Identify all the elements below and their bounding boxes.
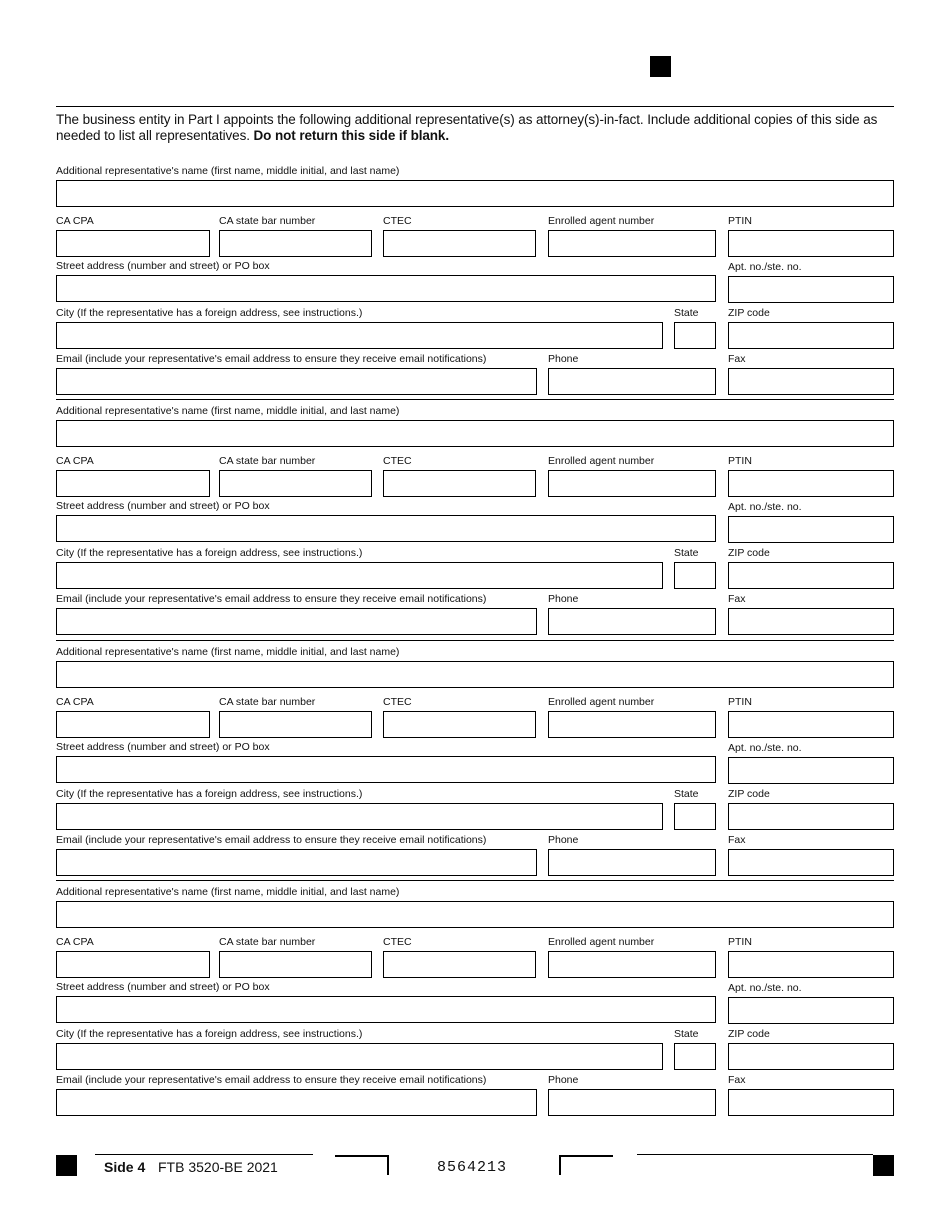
intro-body: The business entity in Part I appoints the following additional representative(s) as attorney(s)-in-fact. Include additional copies of this side as needed to list all representatives. bbox=[56, 112, 878, 143]
email-label: Email (include your representative's email address to ensure they receive email notifications) bbox=[56, 353, 487, 365]
footer-corner-left bbox=[335, 1155, 389, 1175]
phone-field[interactable] bbox=[548, 608, 716, 635]
apt-label: Apt. no./ste. no. bbox=[728, 982, 802, 994]
enrolled-agent-label: Enrolled agent number bbox=[548, 215, 655, 227]
zip-field[interactable] bbox=[728, 803, 894, 830]
ctec-label: CTEC bbox=[383, 696, 412, 708]
enrolled-agent-label: Enrolled agent number bbox=[548, 936, 655, 948]
name-label: Additional representative's name (first name, middle initial, and last name) bbox=[56, 886, 400, 898]
registration-mark-bottom-left bbox=[56, 1155, 77, 1176]
ctec-field[interactable] bbox=[383, 470, 536, 497]
zip-label: ZIP code bbox=[728, 788, 770, 800]
registration-mark-top bbox=[650, 56, 671, 77]
street-field[interactable] bbox=[56, 756, 716, 783]
zip-label: ZIP code bbox=[728, 1028, 770, 1040]
email-field[interactable] bbox=[56, 608, 537, 635]
ca-state-bar-field[interactable] bbox=[219, 470, 372, 497]
city-field[interactable] bbox=[56, 1043, 663, 1070]
state-field[interactable] bbox=[674, 322, 716, 349]
state-label: State bbox=[674, 547, 699, 559]
city-field[interactable] bbox=[56, 562, 663, 589]
ca-cpa-field[interactable] bbox=[56, 951, 210, 978]
fax-label: Fax bbox=[728, 1074, 746, 1086]
ctec-field[interactable] bbox=[383, 711, 536, 738]
name-field[interactable] bbox=[56, 661, 894, 688]
fax-field[interactable] bbox=[728, 368, 894, 395]
enrolled-agent-field[interactable] bbox=[548, 711, 716, 738]
state-label: State bbox=[674, 788, 699, 800]
ca-state-bar-field[interactable] bbox=[219, 711, 372, 738]
intro-bold: Do not return this side if blank. bbox=[253, 128, 449, 143]
section-divider bbox=[56, 640, 894, 641]
representative-section-4 bbox=[0, 880, 950, 1120]
footer-side-text: Side 4 bbox=[104, 1159, 146, 1175]
name-label: Additional representative's name (first name, middle initial, and last name) bbox=[56, 405, 400, 417]
apt-field[interactable] bbox=[728, 757, 894, 784]
enrolled-agent-field[interactable] bbox=[548, 951, 716, 978]
ptin-label: PTIN bbox=[728, 936, 752, 948]
section-divider bbox=[56, 399, 894, 400]
state-field[interactable] bbox=[674, 562, 716, 589]
ptin-label: PTIN bbox=[728, 215, 752, 227]
apt-label: Apt. no./ste. no. bbox=[728, 261, 802, 273]
representative-section-2 bbox=[0, 399, 950, 639]
street-field[interactable] bbox=[56, 515, 716, 542]
ca-cpa-field[interactable] bbox=[56, 470, 210, 497]
phone-label: Phone bbox=[548, 593, 579, 605]
street-field[interactable] bbox=[56, 996, 716, 1023]
email-field[interactable] bbox=[56, 1089, 537, 1116]
email-field[interactable] bbox=[56, 849, 537, 876]
representative-section-3 bbox=[0, 640, 950, 880]
footer-code: 8564213 bbox=[437, 1159, 508, 1176]
street-label: Street address (number and street) or PO box bbox=[56, 741, 270, 753]
ca-cpa-field[interactable] bbox=[56, 230, 210, 257]
name-label: Additional representative's name (first name, middle initial, and last name) bbox=[56, 646, 400, 658]
zip-field[interactable] bbox=[728, 562, 894, 589]
ca-cpa-label: CA CPA bbox=[56, 696, 94, 708]
fax-label: Fax bbox=[728, 834, 746, 846]
city-field[interactable] bbox=[56, 803, 663, 830]
top-rule bbox=[56, 106, 894, 107]
phone-label: Phone bbox=[548, 353, 579, 365]
zip-label: ZIP code bbox=[728, 547, 770, 559]
phone-field[interactable] bbox=[548, 849, 716, 876]
enrolled-agent-field[interactable] bbox=[548, 470, 716, 497]
ca-cpa-label: CA CPA bbox=[56, 215, 94, 227]
ca-state-bar-label: CA state bar number bbox=[219, 696, 316, 708]
footer-line-left bbox=[95, 1154, 313, 1155]
ptin-label: PTIN bbox=[728, 696, 752, 708]
ca-state-bar-label: CA state bar number bbox=[219, 455, 316, 467]
ca-cpa-label: CA CPA bbox=[56, 936, 94, 948]
apt-field[interactable] bbox=[728, 516, 894, 543]
street-label: Street address (number and street) or PO box bbox=[56, 260, 270, 272]
apt-field[interactable] bbox=[728, 276, 894, 303]
email-label: Email (include your representative's email address to ensure they receive email notifications) bbox=[56, 834, 487, 846]
phone-label: Phone bbox=[548, 834, 579, 846]
state-field[interactable] bbox=[674, 1043, 716, 1070]
state-label: State bbox=[674, 1028, 699, 1040]
intro-text bbox=[56, 112, 894, 144]
ca-state-bar-label: CA state bar number bbox=[219, 936, 316, 948]
phone-label: Phone bbox=[548, 1074, 579, 1086]
ptin-field[interactable] bbox=[728, 230, 894, 257]
ctec-label: CTEC bbox=[383, 215, 412, 227]
name-field[interactable] bbox=[56, 180, 894, 207]
apt-field[interactable] bbox=[728, 997, 894, 1024]
email-label: Email (include your representative's email address to ensure they receive email notifications) bbox=[56, 593, 487, 605]
enrolled-agent-label: Enrolled agent number bbox=[548, 696, 655, 708]
name-field[interactable] bbox=[56, 420, 894, 447]
street-field[interactable] bbox=[56, 275, 716, 302]
enrolled-agent-label: Enrolled agent number bbox=[548, 455, 655, 467]
state-label: State bbox=[674, 307, 699, 319]
email-label: Email (include your representative's email address to ensure they receive email notifications) bbox=[56, 1074, 487, 1086]
city-label: City (If the representative has a foreign address, see instructions.) bbox=[56, 307, 363, 319]
ctec-label: CTEC bbox=[383, 455, 412, 467]
ca-state-bar-field[interactable] bbox=[219, 230, 372, 257]
ca-state-bar-field[interactable] bbox=[219, 951, 372, 978]
footer-corner-right bbox=[559, 1155, 613, 1175]
registration-mark-bottom-right bbox=[873, 1155, 894, 1176]
city-field[interactable] bbox=[56, 322, 663, 349]
ptin-field[interactable] bbox=[728, 470, 894, 497]
enrolled-agent-field[interactable] bbox=[548, 230, 716, 257]
phone-field[interactable] bbox=[548, 368, 716, 395]
representative-section-1 bbox=[0, 159, 950, 399]
zip-field[interactable] bbox=[728, 322, 894, 349]
apt-label: Apt. no./ste. no. bbox=[728, 501, 802, 513]
ca-cpa-label: CA CPA bbox=[56, 455, 94, 467]
ctec-field[interactable] bbox=[383, 230, 536, 257]
apt-label: Apt. no./ste. no. bbox=[728, 742, 802, 754]
fax-label: Fax bbox=[728, 593, 746, 605]
city-label: City (If the representative has a foreign address, see instructions.) bbox=[56, 1028, 363, 1040]
street-label: Street address (number and street) or PO box bbox=[56, 500, 270, 512]
footer-side bbox=[104, 1159, 145, 1175]
city-label: City (If the representative has a foreign address, see instructions.) bbox=[56, 547, 363, 559]
zip-label: ZIP code bbox=[728, 307, 770, 319]
footer-form: FTB 3520-BE 2021 bbox=[158, 1159, 278, 1175]
fax-field[interactable] bbox=[728, 1089, 894, 1116]
ptin-label: PTIN bbox=[728, 455, 752, 467]
ca-state-bar-label: CA state bar number bbox=[219, 215, 316, 227]
street-label: Street address (number and street) or PO box bbox=[56, 981, 270, 993]
zip-field[interactable] bbox=[728, 1043, 894, 1070]
ca-cpa-field[interactable] bbox=[56, 711, 210, 738]
name-field[interactable] bbox=[56, 901, 894, 928]
footer-line-right bbox=[637, 1154, 873, 1155]
state-field[interactable] bbox=[674, 803, 716, 830]
ptin-field[interactable] bbox=[728, 711, 894, 738]
phone-field[interactable] bbox=[548, 1089, 716, 1116]
fax-label: Fax bbox=[728, 353, 746, 365]
fax-field[interactable] bbox=[728, 849, 894, 876]
email-field[interactable] bbox=[56, 368, 537, 395]
city-label: City (If the representative has a foreign address, see instructions.) bbox=[56, 788, 363, 800]
name-label: Additional representative's name (first name, middle initial, and last name) bbox=[56, 165, 400, 177]
ctec-label: CTEC bbox=[383, 936, 412, 948]
ctec-field[interactable] bbox=[383, 951, 536, 978]
fax-field[interactable] bbox=[728, 608, 894, 635]
ptin-field[interactable] bbox=[728, 951, 894, 978]
section-divider bbox=[56, 880, 894, 881]
